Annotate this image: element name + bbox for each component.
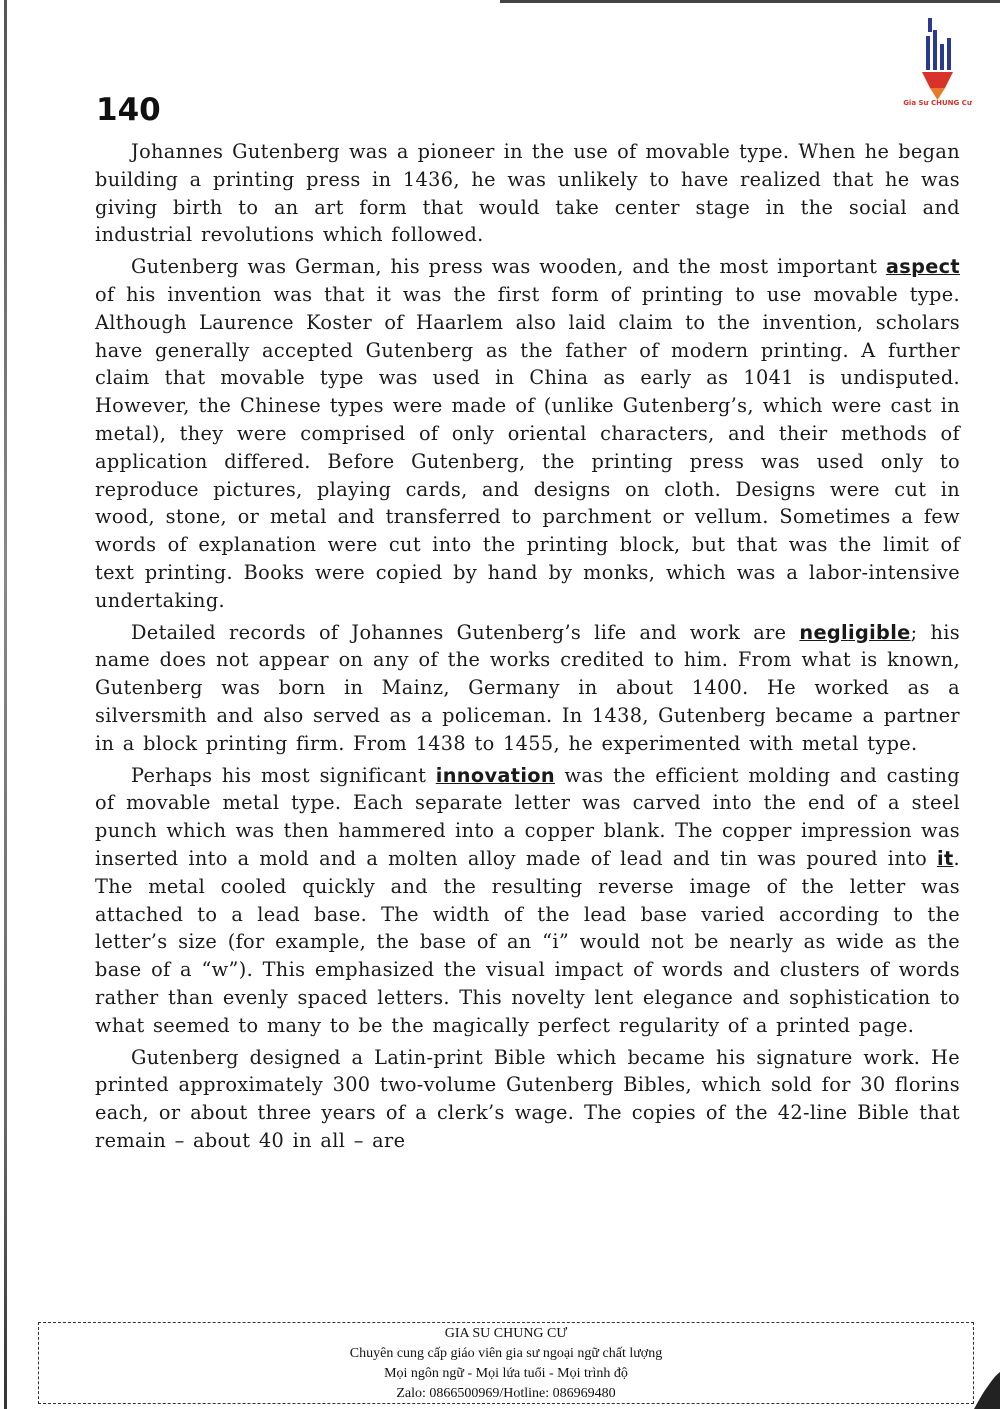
paragraph-text: Perhaps his most significant: [131, 763, 436, 787]
pencil-body: [922, 72, 953, 88]
highlighted-term: negligible: [799, 620, 911, 644]
paragraph-text: ; his name does not appear on any of the works credited to him. From what is known, Gutenberg was born in Mainz, Germany in about 1400. He worked as a silversmith and also served as a policeman. In 1438, Gutenberg became a partner in a block printing firm. From 1438 to 1455, he experimented with metal type.: [95, 620, 960, 755]
paragraph-text: Gutenberg designed a Latin-print Bible which became his signature work. He printed approximately 300 two-volume Gutenberg Bibles, which sold for 30 florins each, or about three years of a clerk’s wage. The copies of the 42-line Bible that remain – about 40 in all – are: [95, 1045, 960, 1152]
paragraph: [95, 762, 960, 1040]
reading-passage: [95, 138, 960, 1159]
paragraph-text: was the efficient molding and casting of movable metal type. Each separate letter was carved into the end of a steel punch which was then hammered into a copper blank. The copper impression was inserted into a mold and a molten alloy made of lead and tin was poured into: [95, 763, 960, 870]
footer-line-2: Mọi ngôn ngữ - Mọi lứa tuổi - Mọi trình độ: [384, 1366, 628, 1381]
corner-smudge: [968, 1372, 1000, 1409]
page-edge-shadow: [4, 0, 7, 1409]
paragraph-text: of his invention was that it was the first form of printing to use movable type. Although Laurence Koster of Haarlem also laid claim to the invention, scholars have generally accepted Gutenberg as the father of modern printing. A further claim that movable type was used in China as early as 1041 is undisputed. However, the Chinese types were made of (unlike Gutenberg’s, which were cast in metal), they were comprised of only oriental characters, and their methods of application differed. Before Gutenberg, the printing press was used only to reproduce pictures, playing cards, and designs on cloth. Designs were cut in wood, stone, or metal and transferred to parchment or vellum. Sometimes a few words of explanation were cut into the printing block, but that was the limit of text printing. Books were copied by hand by monks, which was a labor-intensive undertaking.: [95, 282, 960, 612]
footer-line-1: Chuyên cung cấp giáo viên gia sư ngoại ngữ chất lượng: [349, 1346, 663, 1361]
logo-bars: [926, 18, 951, 70]
paragraph-text: . The metal cooled quickly and the resulting reverse image of the letter was attached to a lead base. The width of the lead base varied according to the letter’s size (for example, the base of an “i” would not be nearly as wide as the base of a “w”). This emphasized the visual impact of words and clusters of words rather than evenly spaced letters. This novelty lent elegance and sophistication to what seemed to many to be the magically perfect regularity of a printed page.: [95, 846, 960, 1037]
paragraph: [95, 1044, 960, 1155]
paragraph-text: Gutenberg was German, his press was wooden, and the most important: [131, 255, 886, 279]
footer-title: GIA SU CHUNG CƯ: [444, 1326, 568, 1341]
paragraph: [95, 138, 960, 249]
paragraph: [95, 253, 960, 614]
highlighted-term: it: [936, 846, 954, 870]
paragraph: [95, 619, 960, 758]
footer-contact: Zalo: 0866500969/Hotline: 086969480: [396, 1386, 616, 1401]
logo-text: Gia Sư CHUNG Cư: [903, 99, 972, 107]
footer-ad-box: [38, 1322, 974, 1404]
highlighted-term: aspect: [885, 255, 960, 279]
highlighted-term: innovation: [435, 763, 555, 787]
page-number: 140: [96, 92, 161, 128]
page-top-edge: [500, 0, 1000, 3]
paragraph-text: Johannes Gutenberg was a pioneer in the use of movable type. When he began building a printing press in 1436, he was unlikely to have realized that he was giving birth to an art form that would take center stage in the social and industrial revolutions which followed.: [95, 140, 960, 247]
paragraph-text: Detailed records of Johannes Gutenberg’s life and work are: [131, 620, 800, 644]
